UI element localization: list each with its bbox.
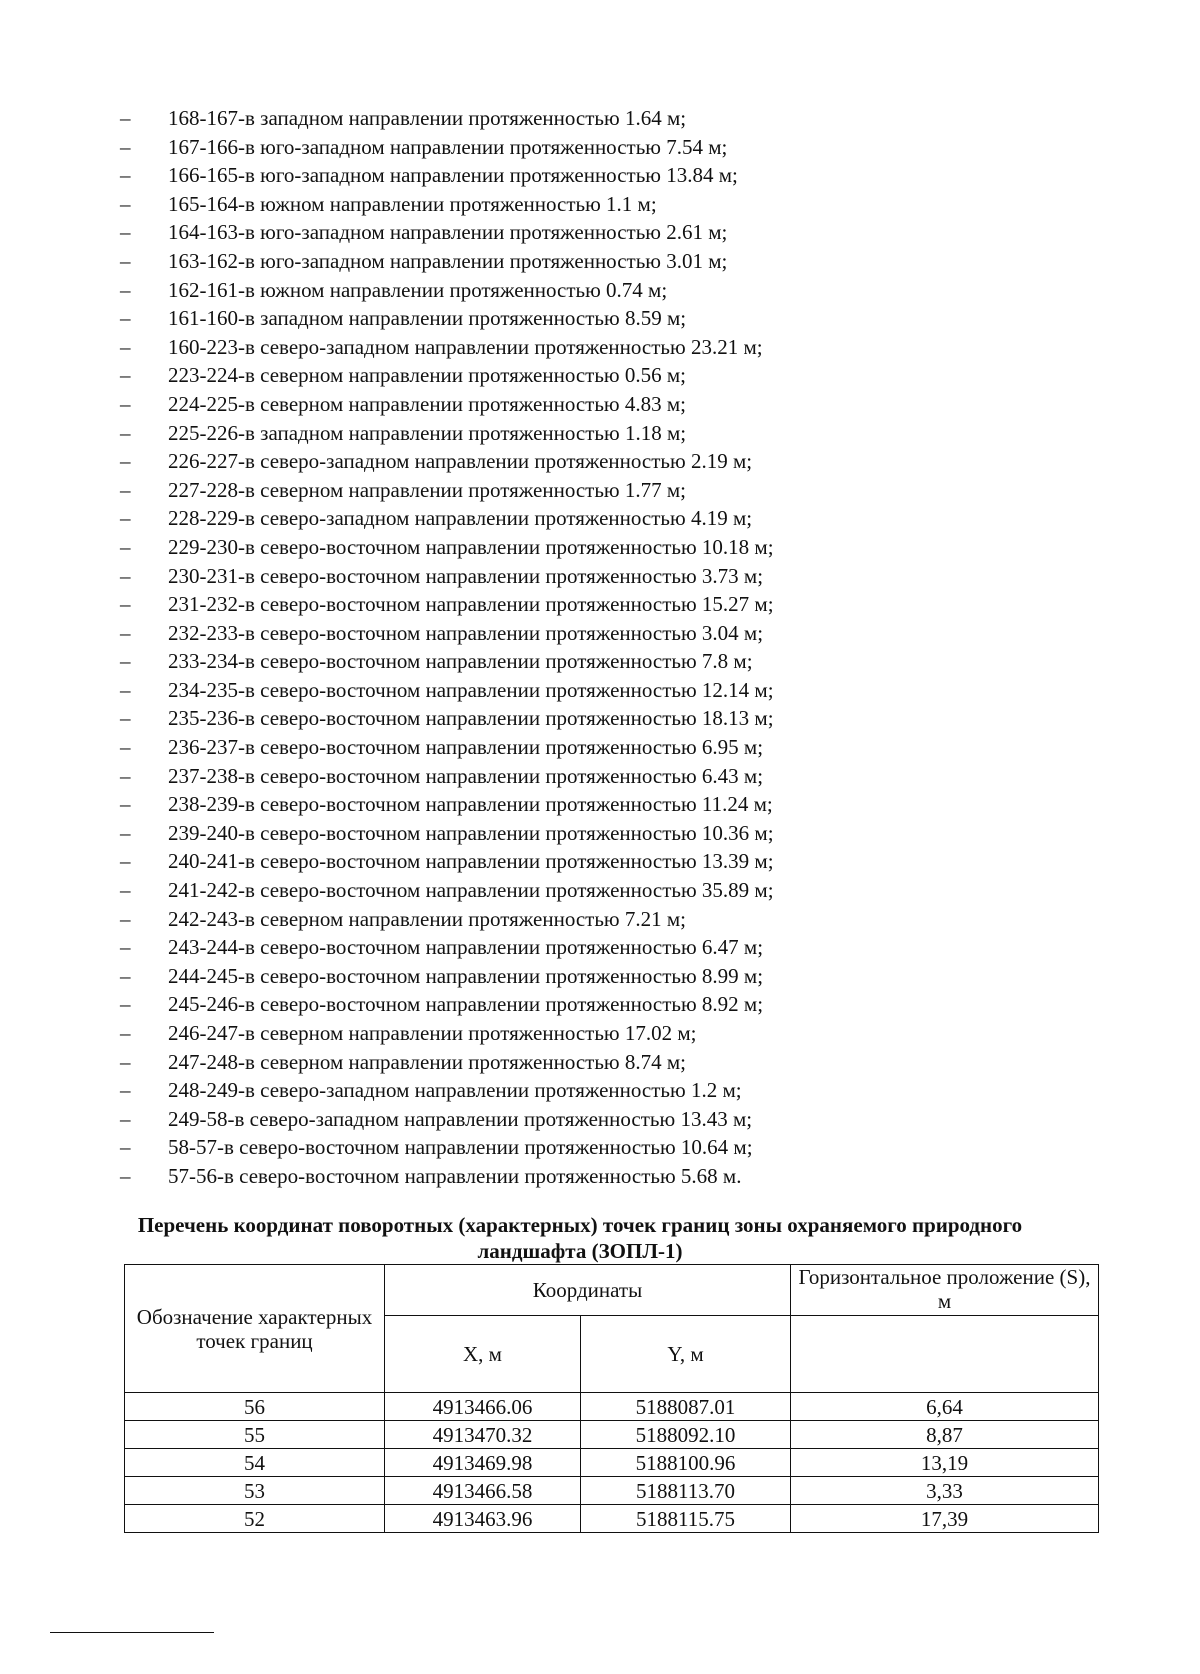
list-item-text: 244-245-в северо-восточном направлении протяженностью 8.99 м; — [168, 963, 764, 988]
bullet-dash: – — [120, 963, 131, 988]
list-item-text: 237-238-в северо-восточном направлении протяженностью 6.43 м; — [168, 763, 764, 788]
list-item — [120, 647, 1020, 676]
list-item-text: 225-226-в западном направлении протяженностью 1.18 м; — [168, 420, 687, 445]
cell-point: 54 — [125, 1449, 385, 1477]
bullet-dash: – — [120, 420, 131, 445]
bullet-dash: – — [120, 449, 131, 474]
list-item — [120, 704, 1020, 733]
cell-x: 4913463.96 — [385, 1505, 581, 1533]
bullet-dash: – — [120, 677, 131, 702]
list-item — [120, 533, 1020, 562]
bullet-dash: – — [120, 763, 131, 788]
bullet-dash: – — [120, 363, 131, 388]
list-item-text: 165-164-в южном направлении протяженностью 1.1 м; — [168, 191, 657, 216]
list-item — [120, 1162, 1020, 1191]
list-item — [120, 1048, 1020, 1077]
list-item-text: 227-228-в северном направлении протяженностью 1.77 м; — [168, 477, 686, 502]
list-item-text: 240-241-в северо-восточном направлении протяженностью 13.39 м; — [168, 849, 774, 874]
bullet-dash: – — [120, 992, 131, 1017]
bullet-dash: – — [120, 1078, 131, 1103]
table-header-row — [125, 1265, 1099, 1316]
list-item — [120, 190, 1020, 219]
cell-s: 3,33 — [791, 1477, 1099, 1505]
list-item — [120, 619, 1020, 648]
list-item-text: 228-229-в северо-западном направлении протяженностью 4.19 м; — [168, 506, 753, 531]
list-item-text: 167-166-в юго-западном направлении протяженностью 7.54 м; — [168, 134, 728, 159]
cell-point: 56 — [125, 1393, 385, 1421]
bullet-dash: – — [120, 820, 131, 845]
list-item — [120, 1105, 1020, 1134]
list-item — [120, 962, 1020, 991]
table-row — [125, 1477, 1099, 1505]
list-item — [120, 304, 1020, 333]
list-item — [120, 905, 1020, 934]
bullet-dash: – — [120, 1163, 131, 1188]
cell-s: 13,19 — [791, 1449, 1099, 1477]
list-item-text: 249-58-в северо-западном направлении протяженностью 13.43 м; — [168, 1106, 753, 1131]
table-row — [125, 1449, 1099, 1477]
bullet-dash: – — [120, 592, 131, 617]
list-item-text: 166-165-в юго-западном направлении протяженностью 13.84 м; — [168, 163, 738, 188]
header-y: Y, м — [581, 1316, 791, 1393]
list-item-text: 236-237-в северо-восточном направлении протяженностью 6.95 м; — [168, 735, 764, 760]
cell-y: 5188100.96 — [581, 1449, 791, 1477]
list-item-text: 223-224-в северном направлении протяженностью 0.56 м; — [168, 363, 686, 388]
cell-y: 5188115.75 — [581, 1505, 791, 1533]
cell-s: 6,64 — [791, 1393, 1099, 1421]
bullet-dash: – — [120, 563, 131, 588]
list-item-text: 229-230-в северо-восточном направлении протяженностью 10.18 м; — [168, 534, 774, 559]
header-horizontal-empty — [791, 1316, 1099, 1393]
footnote-separator-line — [50, 1632, 214, 1633]
list-item-text: 224-225-в северном направлении протяженностью 4.83 м; — [168, 391, 686, 416]
list-item — [120, 104, 1020, 133]
table-heading: Перечень координат поворотных (характерных) точек границ зоны охраняемого природного ландшафта (ЗОПЛ-1) — [137, 1213, 1023, 1263]
list-item — [120, 504, 1020, 533]
list-item — [120, 876, 1020, 905]
table-row — [125, 1421, 1099, 1449]
list-item-text: 230-231-в северо-восточном направлении протяженностью 3.73 м; — [168, 563, 764, 588]
list-item — [120, 476, 1020, 505]
cell-point: 52 — [125, 1505, 385, 1533]
bullet-dash: – — [120, 134, 131, 159]
list-item — [120, 161, 1020, 190]
list-item-text: 232-233-в северо-восточном направлении протяженностью 3.04 м; — [168, 620, 764, 645]
list-item-text: 245-246-в северо-восточном направлении протяженностью 8.92 м; — [168, 992, 764, 1017]
list-item — [120, 933, 1020, 962]
cell-y: 5188092.10 — [581, 1421, 791, 1449]
list-item — [120, 990, 1020, 1019]
bullet-dash: – — [120, 1021, 131, 1045]
list-item-text: 164-163-в юго-западном направлении протяженностью 2.61 м; — [168, 220, 728, 245]
list-item-text: 226-227-в северо-западном направлении протяженностью 2.19 м; — [168, 449, 753, 474]
list-item — [120, 133, 1020, 162]
bullet-dash: – — [120, 1049, 131, 1074]
list-item — [120, 419, 1020, 448]
cell-x: 4913466.58 — [385, 1477, 581, 1505]
header-points: Обозначение характерных точек границ — [125, 1265, 385, 1393]
list-item-text: 163-162-в юго-западном направлении протяженностью 3.01 м; — [168, 248, 728, 273]
bullet-dash: – — [120, 849, 131, 874]
list-item — [120, 333, 1020, 362]
bullet-dash: – — [120, 277, 131, 302]
bullet-dash: – — [120, 792, 131, 817]
bullet-dash: – — [120, 191, 131, 216]
list-item-text: 162-161-в южном направлении протяженностью 0.74 м; — [168, 277, 668, 302]
list-item — [120, 847, 1020, 876]
bullet-dash: – — [120, 248, 131, 273]
bullet-dash: – — [120, 163, 131, 188]
bullet-dash: – — [120, 477, 131, 502]
bullet-dash: – — [120, 106, 131, 130]
header-coordinates: Координаты — [385, 1265, 791, 1316]
list-item — [120, 1019, 1020, 1048]
segment-list — [120, 104, 1020, 1191]
bullet-dash: – — [120, 1106, 131, 1131]
table-row — [125, 1505, 1099, 1533]
header-x: X, м — [385, 1316, 581, 1393]
cell-y: 5188113.70 — [581, 1477, 791, 1505]
list-item — [120, 218, 1020, 247]
bullet-dash: – — [120, 878, 131, 903]
bullet-dash: – — [120, 1135, 131, 1160]
list-item-text: 168-167-в западном направлении протяженностью 1.64 м; — [168, 106, 687, 130]
list-item-text: 246-247-в северном направлении протяженностью 17.02 м; — [168, 1021, 697, 1045]
list-item-text: 161-160-в западном направлении протяженностью 8.59 м; — [168, 306, 687, 331]
cell-s: 17,39 — [791, 1505, 1099, 1533]
cell-x: 4913469.98 — [385, 1449, 581, 1477]
bullet-dash: – — [120, 706, 131, 731]
list-item — [120, 276, 1020, 305]
list-item — [120, 790, 1020, 819]
list-item-text: 239-240-в северо-восточном направлении протяженностью 10.36 м; — [168, 820, 774, 845]
bullet-dash: – — [120, 506, 131, 531]
bullet-dash: – — [120, 935, 131, 960]
list-item-text: 235-236-в северо-восточном направлении протяженностью 18.13 м; — [168, 706, 774, 731]
list-item — [120, 1133, 1020, 1162]
list-item — [120, 361, 1020, 390]
bullet-dash: – — [120, 649, 131, 674]
coordinates-table — [124, 1264, 1099, 1533]
list-item-text: 243-244-в северо-восточном направлении протяженностью 6.47 м; — [168, 935, 764, 960]
cell-x: 4913470.32 — [385, 1421, 581, 1449]
list-item — [120, 562, 1020, 591]
bullet-dash: – — [120, 306, 131, 331]
list-item-text: 241-242-в северо-восточном направлении протяженностью 35.89 м; — [168, 878, 774, 903]
list-item-text: 233-234-в северо-восточном направлении протяженностью 7.8 м; — [168, 649, 753, 674]
bullet-dash: – — [120, 620, 131, 645]
list-item — [120, 762, 1020, 791]
bullet-dash: – — [120, 334, 131, 359]
list-item-text: 248-249-в северо-западном направлении протяженностью 1.2 м; — [168, 1078, 742, 1103]
cell-point: 55 — [125, 1421, 385, 1449]
list-item-text: 231-232-в северо-восточном направлении протяженностью 15.27 м; — [168, 592, 774, 617]
header-horizontal: Горизонтальное проложение (S), м — [791, 1265, 1099, 1316]
list-item — [120, 733, 1020, 762]
list-item — [120, 390, 1020, 419]
bullet-dash: – — [120, 906, 131, 931]
list-item — [120, 247, 1020, 276]
cell-s: 8,87 — [791, 1421, 1099, 1449]
cell-point: 53 — [125, 1477, 385, 1505]
list-item — [120, 590, 1020, 619]
cell-x: 4913466.06 — [385, 1393, 581, 1421]
list-item — [120, 676, 1020, 705]
bullet-dash: – — [120, 735, 131, 760]
list-item-text: 242-243-в северном направлении протяженностью 7.21 м; — [168, 906, 686, 931]
list-item-text: 160-223-в северо-западном направлении протяженностью 23.21 м; — [168, 334, 763, 359]
list-item-text: 58-57-в северо-восточном направлении протяженностью 10.64 м; — [168, 1135, 753, 1160]
list-item-text: 247-248-в северном направлении протяженностью 8.74 м; — [168, 1049, 686, 1074]
bullet-dash: – — [120, 534, 131, 559]
list-item-text: 57-56-в северо-восточном направлении протяженностью 5.68 м. — [168, 1163, 742, 1188]
list-item-text: 234-235-в северо-восточном направлении протяженностью 12.14 м; — [168, 677, 774, 702]
cell-y: 5188087.01 — [581, 1393, 791, 1421]
list-item-text: 238-239-в северо-восточном направлении протяженностью 11.24 м; — [168, 792, 773, 817]
bullet-dash: – — [120, 220, 131, 245]
list-item — [120, 1076, 1020, 1105]
table-row — [125, 1393, 1099, 1421]
list-item — [120, 819, 1020, 848]
list-item — [120, 447, 1020, 476]
bullet-dash: – — [120, 391, 131, 416]
